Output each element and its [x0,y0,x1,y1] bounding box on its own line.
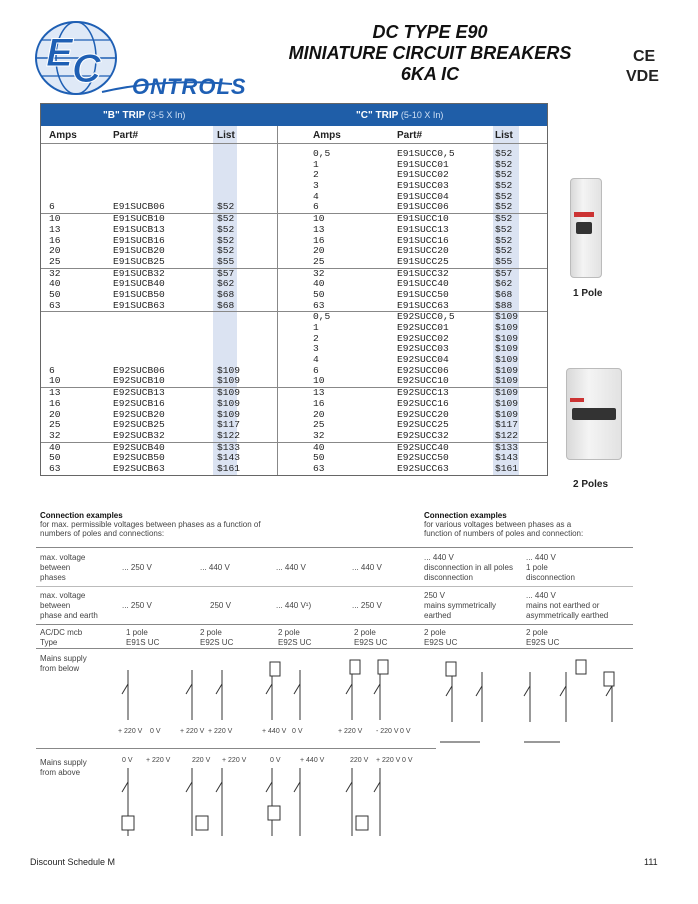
b-part-cell: E91SUCB25 [113,255,165,267]
c-amps-cell: 6 [313,364,319,376]
two-poles-caption: 2 Poles [573,479,609,490]
c-list-cell: $109 [495,322,519,333]
b-list-cell: $52 [217,201,235,213]
b-trip-heading: "B" TRIP (3-5 X In) [103,110,186,121]
b-amps-header: Amps [49,130,77,141]
two-pole-breaker-image [562,368,632,464]
b-part-cell: E92SUCB63 [113,462,165,474]
wire-line [346,684,352,694]
wire-line [374,782,380,792]
b-part-cell: E91SUCB50 [113,288,165,300]
c-amps-cell: 13 [313,387,325,399]
table-row [41,160,547,171]
c-amps-cell: 32 [313,267,325,279]
c-list-cell: $52 [495,190,513,202]
c-part-cell: E92SUCC25 [397,419,449,431]
right-row2-right: ... 440 V mains not earthed or asymmetrically earthed [526,591,609,620]
c-amps-cell: 0,5 [313,148,331,159]
row1-value-1: ... 250 V [122,563,152,572]
c-list-cell: $122 [495,429,519,441]
table-row [41,376,547,387]
c-list-cell: $161 [495,462,519,474]
row2-value-1: ... 250 V [122,601,152,610]
wire-line [346,782,352,792]
b-part-cell: E92SUCB20 [113,408,165,420]
table-row [41,225,547,236]
c-amps-header: Amps [313,130,341,141]
row1-value-2: ... 440 V [200,563,230,572]
b-amps-cell: 50 [49,288,61,300]
c-amps-cell: 10 [313,375,325,387]
b-list-cell: $161 [217,462,241,474]
c-amps-cell: 32 [313,429,325,441]
c-list-cell: $52 [495,148,513,159]
c-part-cell: E92SUCC20 [397,408,449,420]
wire-line [446,686,452,696]
c-amps-cell: 25 [313,419,325,431]
c-part-cell: E92SUCC10 [397,375,449,387]
b-amps-cell: 20 [49,408,61,420]
c-list-cell: $133 [495,441,519,453]
c-part-cell: E91SUCC16 [397,234,449,246]
b-list-cell: $109 [217,364,241,376]
below-voltage-label: + 220 V [208,728,233,735]
c-part-cell: E91SUCC02 [397,169,449,181]
b-part-cell: E91SUCB40 [113,278,165,290]
c-amps-cell: 10 [313,213,325,225]
table-header-bar [41,104,547,126]
connection-left-sub1: for max. permissible voltages between phases as a function of [40,520,261,529]
c-amps-cell: 6 [313,201,319,213]
pole-type-6: 2 pole E92S UC [526,628,560,647]
table-body [41,144,547,475]
one-pole-breaker-image [566,178,612,280]
price-table [40,103,548,476]
c-amps-cell: 2 [313,169,319,181]
b-list-cell: $68 [217,288,235,300]
wire-line [294,782,300,792]
load-box [122,816,134,830]
divider-line [36,547,633,548]
b-list-cell: $117 [217,419,241,431]
b-amps-cell: 16 [49,234,61,246]
c-part-cell: E92SUCC04 [397,354,449,366]
c-part-cell: E91SUCC50 [397,288,449,300]
b-part-cell: E91SUCB20 [113,245,165,257]
company-logo [32,18,247,99]
wire-line [560,686,566,696]
vde-mark: VDE [626,68,659,85]
divider-line [36,624,633,625]
table-group [41,149,547,214]
wire-line [186,782,192,792]
above-voltage-label: 220 V [192,757,211,764]
row1-value-3: ... 440 V [276,563,306,572]
above-voltage-label: 0 V [122,757,133,764]
c-list-cell: $52 [495,213,513,225]
c-part-cell: E91SUCC40 [397,278,449,290]
c-amps-cell: 1 [313,158,319,170]
c-list-cell: $117 [495,419,519,431]
c-list-cell: $68 [495,288,513,300]
b-amps-cell: 25 [49,419,61,431]
row2-value-2: 250 V [210,601,231,610]
c-amps-cell: 3 [313,343,319,355]
c-amps-cell: 4 [313,190,319,202]
pole-type-4: 2 pole E92S UC [354,628,388,647]
logo-wordmark: ONTROLS [132,74,247,99]
b-amps-cell: 32 [49,429,61,441]
above-voltage-label: 220 V [350,757,369,764]
below-voltage-label: - 220 V [376,728,399,735]
wire-line [374,684,380,694]
wire-line [524,686,530,696]
pole-type-1: 1 pole E91S UC [126,628,160,647]
b-part-cell: E91SUCB32 [113,267,165,279]
c-part-cell: E91SUCC13 [397,223,449,235]
b-amps-cell: 20 [49,245,61,257]
c-trip-heading: "C" TRIP (5-10 X In) [356,110,444,121]
c-list-cell: $52 [495,245,513,257]
row2-value-4: ... 250 V [352,601,382,610]
c-list-cell: $109 [495,343,519,355]
load-box [576,660,586,674]
b-amps-cell: 6 [49,201,55,213]
c-part-cell: E91SUCC0,5 [397,148,455,159]
load-box [270,662,280,676]
table-row [41,323,547,334]
c-list-cell: $109 [495,397,519,409]
b-list-cell: $109 [217,387,241,399]
svg-text:C: C [72,47,101,91]
c-part-cell: E91SUCC06 [397,201,449,213]
c-list-header: List [495,130,513,141]
b-list-cell: $52 [217,213,235,225]
below-voltage-label: + 220 V [338,728,363,735]
below-voltage-label: 0 V [400,728,411,735]
above-voltage-label: 0 V [402,757,413,764]
table-row [41,334,547,345]
c-part-cell: E91SUCC63 [397,299,449,311]
c-part-cell: E91SUCC10 [397,213,449,225]
b-amps-cell: 25 [49,255,61,267]
c-part-cell: E92SUCC32 [397,429,449,441]
divider-line [36,648,633,649]
c-list-cell: $109 [495,354,519,366]
c-amps-cell: 1 [313,322,319,333]
divider-line [36,586,633,587]
title-line-2: MINIATURE CIRCUIT BREAKERS [288,43,572,63]
connection-right-sub1: for various voltages between phases as a [424,520,572,529]
b-part-cell: E92SUCB40 [113,441,165,453]
c-list-cell: $52 [495,180,513,192]
b-list-cell: $57 [217,267,235,279]
below-voltage-label: + 220 V [118,728,143,735]
max-voltage-phases-label: max. voltage between phases [40,553,86,582]
c-amps-cell: 63 [313,462,325,474]
b-part-cell: E91SUCB16 [113,234,165,246]
c-list-cell: $109 [495,387,519,399]
wire-line [294,684,300,694]
c-part-cell: E92SUCC63 [397,462,449,474]
pole-type-3: 2 pole E92S UC [278,628,312,647]
b-amps-cell: 10 [49,213,61,225]
wire-line [216,684,222,694]
column-header-row [41,126,547,144]
c-part-cell: E92SUCC40 [397,441,449,453]
b-part-cell: E92SUCB06 [113,364,165,376]
wire-line [186,684,192,694]
above-voltage-label: 0 V [270,757,281,764]
c-list-cell: $62 [495,278,513,290]
load-box [356,816,368,830]
b-list-cell: $109 [217,408,241,420]
c-amps-cell: 16 [313,397,325,409]
c-list-cell: $52 [495,201,513,213]
c-list-cell: $52 [495,223,513,235]
above-voltage-label: + 220 V [222,757,247,764]
c-amps-cell: 63 [313,299,325,311]
ce-mark: CE [633,48,656,65]
c-amps-cell: 2 [313,332,319,344]
b-amps-cell: 40 [49,278,61,290]
b-list-cell: $52 [217,234,235,246]
load-box [350,660,360,674]
divider-line [36,748,436,749]
table-row [41,181,547,192]
right-row2-left: 250 V mains symmetrically earthed [424,591,497,620]
c-amps-cell: 16 [313,234,325,246]
b-amps-cell: 50 [49,452,61,464]
c-part-cell: E91SUCC20 [397,245,449,257]
table-row [41,202,547,213]
b-part-cell: E92SUCB25 [113,419,165,431]
load-box [446,662,456,676]
title-line-1: DC TYPE E90 [372,22,488,42]
above-voltage-label: + 440 V [300,757,325,764]
c-part-cell: E92SUCC06 [397,364,449,376]
load-box [268,806,280,820]
c-amps-cell: 50 [313,452,325,464]
c-amps-cell: 25 [313,255,325,267]
wire-line [122,684,128,694]
c-amps-cell: 0,5 [313,311,331,323]
b-list-cell: $122 [217,429,241,441]
load-box [378,660,388,674]
right-row1-right: ... 440 V 1 pole disconnection [526,553,575,582]
table-group [41,388,547,442]
wire-line [122,782,128,792]
c-amps-cell: 40 [313,278,325,290]
c-part-cell: E92SUCC13 [397,387,449,399]
connection-left-sub2: numbers of poles and connections: [40,529,165,538]
table-row [41,170,547,181]
table-row [41,257,547,268]
c-list-cell: $52 [495,169,513,181]
pole-type-5: 2 pole E92S UC [424,628,458,647]
c-part-cell: E91SUCC04 [397,190,449,202]
table-row [41,149,547,160]
b-list-cell: $62 [217,278,235,290]
table-row [41,464,547,475]
svg-text:E: E [46,31,73,75]
table-row [41,312,547,323]
b-amps-cell: 13 [49,387,61,399]
c-part-cell: E92SUCC50 [397,452,449,464]
c-list-cell: $88 [495,299,513,311]
row2-value-3: ... 440 V¹) [276,601,312,610]
wire-line [606,686,612,696]
c-list-cell: $109 [495,408,519,420]
connection-right-sub2: function of numbers of poles and connection: [424,529,584,538]
b-part-cell: E92SUCB32 [113,429,165,441]
connection-examples-right [424,511,583,538]
c-amps-cell: 13 [313,223,325,235]
b-list-cell: $52 [217,223,235,235]
wire-line [216,782,222,792]
below-voltage-label: 0 V [150,728,161,735]
b-amps-cell: 6 [49,364,55,376]
c-list-cell: $109 [495,364,519,376]
supply-below-label: Mains supply from below [40,654,87,673]
c-part-header: Part# [397,130,423,141]
b-part-cell: E91SUCB06 [113,201,165,213]
b-part-cell: E92SUCB16 [113,397,165,409]
b-part-cell: E92SUCB10 [113,375,165,387]
title-line-3: 6KA IC [400,64,460,84]
c-list-cell: $109 [495,311,519,323]
below-voltage-label: + 220 V [180,728,205,735]
c-amps-cell: 20 [313,245,325,257]
above-voltage-label: + 220 V [376,757,401,764]
c-amps-cell: 4 [313,354,319,366]
b-part-cell: E92SUCB50 [113,452,165,464]
row1-value-4: ... 440 V [352,563,382,572]
load-box [604,672,614,686]
b-amps-cell: 10 [49,375,61,387]
mcb-type-label: AC/DC mcb Type [40,628,83,647]
c-part-cell: E92SUCC02 [397,332,449,344]
table-group [41,214,547,268]
b-part-header: Part# [113,130,139,141]
c-list-cell: $52 [495,158,513,170]
c-list-cell: $52 [495,234,513,246]
above-voltage-label: + 220 V [146,757,171,764]
page-number: 111 [644,857,658,867]
footer-schedule: Discount Schedule M [30,857,116,867]
b-amps-cell: 13 [49,223,61,235]
supply-above-label: Mains supply from above [40,758,87,777]
table-group [41,269,547,313]
wire-line [266,782,272,792]
c-amps-cell: 20 [313,408,325,420]
c-part-cell: E92SUCC01 [397,322,449,333]
c-list-cell: $57 [495,267,513,279]
c-part-cell: E92SUCC0,5 [397,311,455,323]
b-amps-cell: 63 [49,462,61,474]
right-row1-left: ... 440 V disconnection in all poles disconnection [424,553,513,582]
table-row [41,431,547,442]
b-part-cell: E91SUCB10 [113,213,165,225]
page-title [260,22,600,85]
b-list-cell: $52 [217,245,235,257]
c-amps-cell: 3 [313,180,319,192]
b-amps-cell: 40 [49,441,61,453]
b-amps-cell: 16 [49,397,61,409]
connection-left-title: Connection examples [40,511,123,520]
c-part-cell: E91SUCC25 [397,255,449,267]
max-voltage-earth-label: max. voltage between phase and earth [40,591,98,620]
c-list-cell: $109 [495,375,519,387]
connection-examples-left [40,511,261,538]
pole-type-2: 2 pole E92S UC [200,628,234,647]
b-part-cell: E92SUCB13 [113,387,165,399]
c-part-cell: E92SUCC16 [397,397,449,409]
table-row [41,344,547,355]
c-part-cell: E91SUCC03 [397,180,449,192]
table-row [41,301,547,312]
b-list-cell: $55 [217,255,235,267]
b-list-cell: $109 [217,375,241,387]
table-group [41,312,547,388]
b-list-cell: $68 [217,299,235,311]
table-group [41,443,547,475]
c-amps-cell: 50 [313,288,325,300]
b-list-cell: $133 [217,441,241,453]
b-list-cell: $109 [217,397,241,409]
below-voltage-label: 0 V [292,728,303,735]
wire-line [476,686,482,696]
one-pole-caption: 1 Pole [573,288,603,299]
c-list-cell: $109 [495,332,519,344]
c-part-cell: E91SUCC32 [397,267,449,279]
c-amps-cell: 40 [313,441,325,453]
b-list-cell: $143 [217,452,241,464]
c-list-cell: $143 [495,452,519,464]
c-list-cell: $55 [495,255,513,267]
b-amps-cell: 32 [49,267,61,279]
load-box [196,816,208,830]
connection-right-title: Connection examples [424,511,507,520]
below-voltage-label: + 440 V [262,728,287,735]
table-row [41,399,547,410]
b-amps-cell: 63 [49,299,61,311]
b-part-cell: E91SUCB63 [113,299,165,311]
b-part-cell: E91SUCB13 [113,223,165,235]
b-list-header: List [217,130,235,141]
c-part-cell: E91SUCC01 [397,158,449,170]
c-part-cell: E92SUCC03 [397,343,449,355]
wire-line [266,684,272,694]
